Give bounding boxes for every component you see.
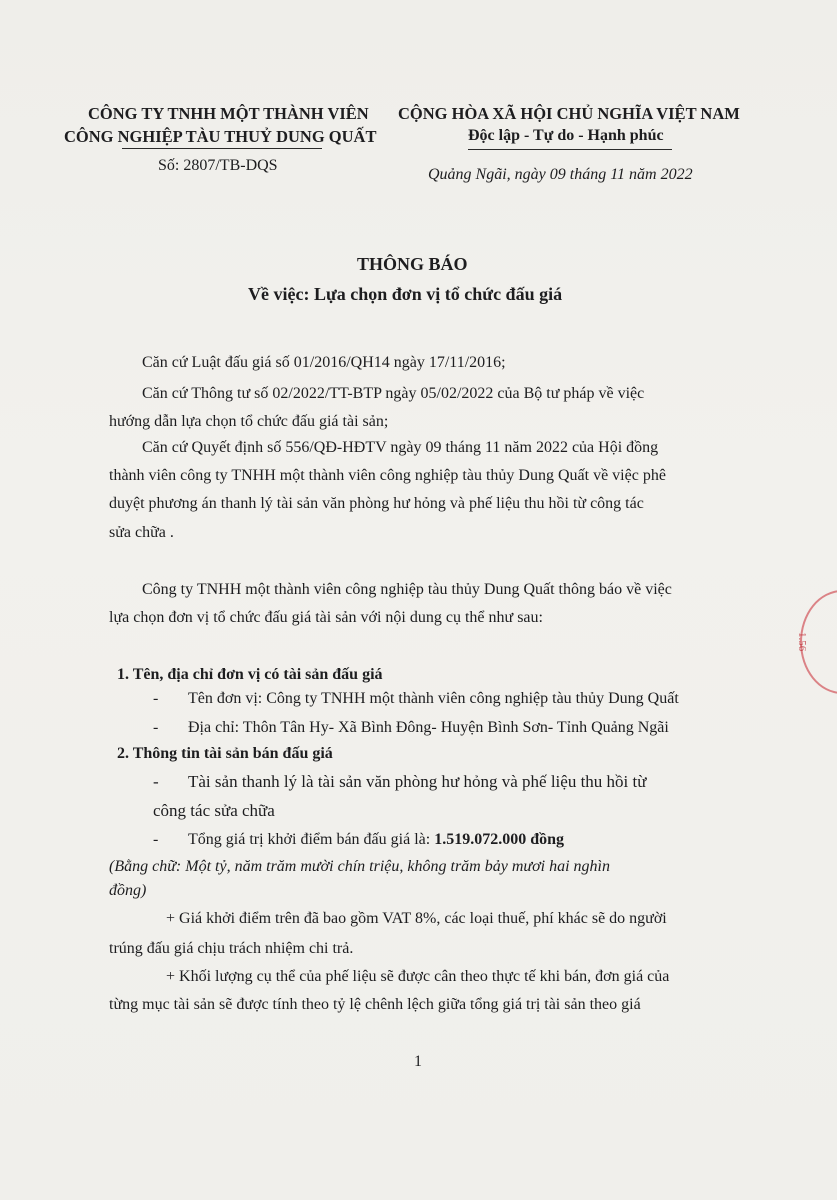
section-2-heading: 2. Thông tin tài sản bán đấu giá (117, 745, 333, 762)
note-1-line2: trúng đấu giá chịu trách nhiệm chi trả. (109, 940, 354, 957)
intro-line1: Công ty TNHH một thành viên công nghiệp tàu thủy Dung Quất thông báo về việc (142, 581, 672, 598)
section-2-item-2 (188, 831, 564, 849)
bullet: - (153, 772, 159, 791)
intro-line2: lựa chọn đơn vị tổ chức đấu giá tài sản với nội dung cụ thể như sau: (109, 609, 543, 626)
section-2-item-1-line2: công tác sửa chữa (153, 801, 275, 820)
company-name-line1: CÔNG TY TNHH MỘT THÀNH VIÊN (88, 104, 369, 123)
page-number: 1 (414, 1053, 422, 1070)
document-subject: Về việc: Lựa chọn đơn vị tổ chức đấu giá (248, 284, 563, 304)
basis-3-line2: thành viên công ty TNHH một thành viên công nghiệp tàu thủy Dung Quất về việc phê (109, 467, 666, 484)
company-seal-text: 1.56 (796, 632, 808, 652)
section-1-heading: 1. Tên, địa chỉ đơn vị có tài sản đấu giá (117, 666, 383, 683)
company-name-line2: CÔNG NGHIỆP TÀU THUỶ DUNG QUẤT (64, 127, 377, 146)
bullet: - (153, 719, 159, 736)
price-in-words-line1: (Bằng chữ: Một tỷ, năm trăm mười chín triệu, không trăm bảy mươi hai nghìn (109, 858, 610, 875)
starting-price-value: 1.519.072.000 đồng (434, 831, 564, 848)
note-2-line1: + Khối lượng cụ thể của phế liệu sẽ được cân theo thực tế khi bán, đơn giá của (166, 968, 670, 985)
basis-2-line1: Căn cứ Thông tư số 02/2022/TT-BTP ngày 05/02/2022 của Bộ tư pháp về việc (142, 385, 645, 402)
section-1-item-2: Địa chỉ: Thôn Tân Hy- Xã Bình Đông- Huyện Bình Sơn- Tỉnh Quảng Ngãi (188, 719, 669, 736)
bullet: - (153, 690, 159, 707)
company-underline (122, 148, 322, 149)
basis-3-line3: duyệt phương án thanh lý tài sản văn phòng hư hỏng và phế liệu thu hồi từ công tác (109, 495, 644, 512)
starting-price-label: Tổng giá trị khởi điểm bán đấu giá là: (188, 831, 435, 848)
basis-3-line4: sửa chữa . (109, 524, 174, 541)
section-1-item-1: Tên đơn vị: Công ty TNHH một thành viên công nghiệp tàu thủy Dung Quất (188, 690, 679, 707)
national-motto: Độc lập - Tự do - Hạnh phúc (468, 127, 664, 144)
section-2-item-1-line1: Tài sản thanh lý là tài sản văn phòng hư hỏng và phế liệu thu hồi từ (188, 772, 647, 791)
note-2-line2: từng mục tài sản sẽ được tính theo tỷ lệ chênh lệch giữa tổng giá trị tài sản theo giá (109, 996, 641, 1013)
basis-2-line2: hướng dẫn lựa chọn tổ chức đấu giá tài sản; (109, 413, 389, 430)
bullet: - (153, 831, 159, 848)
country-name: CỘNG HÒA XÃ HỘI CHỦ NGHĨA VIỆT NAM (398, 104, 740, 123)
document-number: Số: 2807/TB-DQS (158, 157, 278, 174)
motto-underline (468, 149, 672, 150)
basis-3-line1: Căn cứ Quyết định số 556/QĐ-HĐTV ngày 09 tháng 11 năm 2022 của Hội đồng (142, 439, 659, 456)
price-in-words-line2: đồng) (109, 882, 147, 899)
place-date: Quảng Ngãi, ngày 09 tháng 11 năm 2022 (428, 166, 693, 183)
note-1-line1: + Giá khởi điểm trên đã bao gồm VAT 8%, các loại thuế, phí khác sẽ do người (166, 910, 667, 927)
basis-1: Căn cứ Luật đấu giá số 01/2016/QH14 ngày 17/11/2016; (142, 354, 506, 371)
document-title: THÔNG BÁO (357, 254, 468, 274)
